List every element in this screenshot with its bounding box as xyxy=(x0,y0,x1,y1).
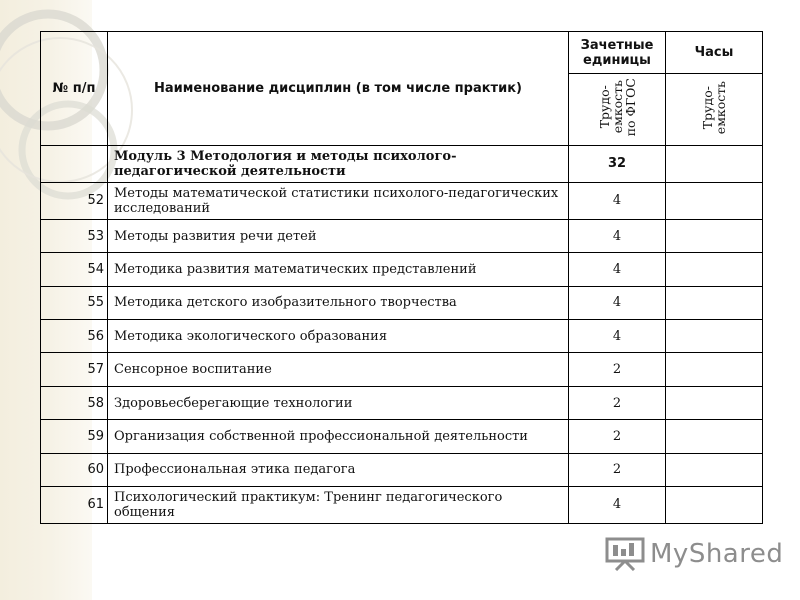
row-credits: 2 xyxy=(569,453,666,486)
row-hours xyxy=(666,320,763,353)
header-hours-sub: Трудо- емкость xyxy=(700,80,728,135)
row-discipline: Методы развития речи детей xyxy=(108,219,569,252)
row-credits: 2 xyxy=(569,420,666,453)
table-row xyxy=(41,453,763,486)
table-row xyxy=(41,253,763,286)
myshared-logo xyxy=(604,537,783,571)
row-number: 61 xyxy=(41,486,108,523)
module-number xyxy=(41,146,108,183)
table-row xyxy=(41,320,763,353)
row-number: 55 xyxy=(41,286,108,319)
row-credits: 4 xyxy=(569,286,666,319)
row-credits: 4 xyxy=(569,486,666,523)
row-number: 53 xyxy=(41,219,108,252)
row-number: 59 xyxy=(41,420,108,453)
row-number: 56 xyxy=(41,320,108,353)
row-hours xyxy=(666,353,763,386)
header-number: № п/п xyxy=(41,32,108,146)
logo-text: MyShared xyxy=(650,539,784,569)
header-discipline: Наименование дисциплин (в том числе практик) xyxy=(108,32,569,146)
presentation-board-icon xyxy=(604,537,646,571)
curriculum-table xyxy=(40,31,763,524)
table-row xyxy=(41,386,763,419)
row-credits: 4 xyxy=(569,182,666,219)
table-row xyxy=(41,486,763,523)
row-discipline: Методика развития математических представлений xyxy=(108,253,569,286)
row-discipline: Организация собственной профессиональной деятельности xyxy=(108,420,569,453)
row-discipline: Сенсорное воспитание xyxy=(108,353,569,386)
table-row xyxy=(41,353,763,386)
row-hours xyxy=(666,420,763,453)
row-number: 54 xyxy=(41,253,108,286)
row-credits: 4 xyxy=(569,253,666,286)
row-hours xyxy=(666,182,763,219)
row-hours xyxy=(666,486,763,523)
row-discipline: Здоровьесберегающие технологии xyxy=(108,386,569,419)
header-hours: Часы xyxy=(666,32,763,74)
row-number: 52 xyxy=(41,182,108,219)
header-credits: Зачетные единицы xyxy=(569,32,666,74)
row-credits: 4 xyxy=(569,219,666,252)
header-credits-sub: Трудо- емкость по ФГОС xyxy=(596,78,638,137)
module-credits: 32 xyxy=(569,146,666,183)
row-hours xyxy=(666,453,763,486)
header-hours-sub-cell xyxy=(666,74,763,146)
row-number: 57 xyxy=(41,353,108,386)
row-hours xyxy=(666,386,763,419)
row-discipline: Методы математической статистики психолого-педагогических исследований xyxy=(108,182,569,219)
row-discipline: Психологический практикум: Тренинг педагогического общения xyxy=(108,486,569,523)
row-number: 58 xyxy=(41,386,108,419)
row-number: 60 xyxy=(41,453,108,486)
row-hours xyxy=(666,286,763,319)
module-row xyxy=(41,146,763,183)
row-hours xyxy=(666,253,763,286)
table-row xyxy=(41,420,763,453)
header-credits-sub-cell xyxy=(569,74,666,146)
module-title: Модуль 3 Методология и методы психолого-педагогической деятельности xyxy=(108,146,569,183)
header-row-top xyxy=(41,32,763,74)
table-row xyxy=(41,286,763,319)
row-discipline: Методика детского изобразительного творчества xyxy=(108,286,569,319)
row-discipline: Методика экологического образования xyxy=(108,320,569,353)
row-discipline: Профессиональная этика педагога xyxy=(108,453,569,486)
row-credits: 2 xyxy=(569,353,666,386)
table-row xyxy=(41,182,763,219)
module-hours xyxy=(666,146,763,183)
table-body xyxy=(41,182,763,523)
table-row xyxy=(41,219,763,252)
row-credits: 2 xyxy=(569,386,666,419)
row-credits: 4 xyxy=(569,320,666,353)
row-hours xyxy=(666,219,763,252)
